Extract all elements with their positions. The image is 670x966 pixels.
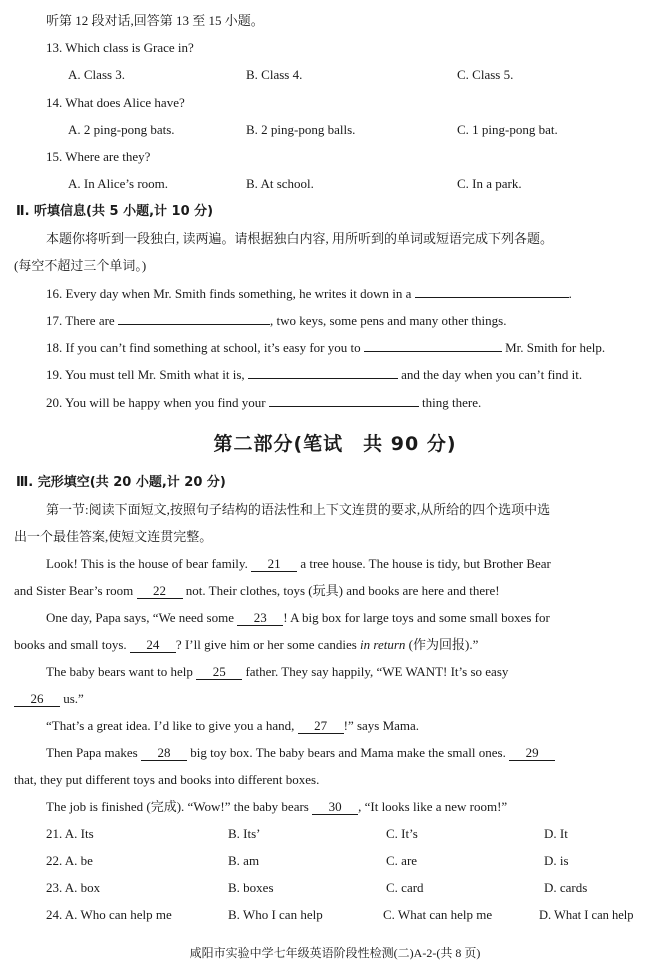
q14-option-c: C. 1 ping-pong bat. [457,122,558,137]
q14-option-a: A. 2 ping-pong bats. [68,122,175,137]
q22-option-a: 22. A. be [46,853,93,868]
passage-line-6 [14,690,84,708]
passage-line-9: that, they put different toys and books into different boxes. [14,772,320,787]
passage-text: , “It looks like a new room!” [358,799,508,814]
question-16 [46,284,572,303]
q20-answer-line[interactable] [269,393,419,407]
part-2-title: 第二部分(笔试 共 90 分) [213,433,457,455]
q21-option-b: B. Its’ [228,826,261,841]
q19-text: 19. You must tell Mr. Smith what it is, [46,367,245,382]
q20-text-end: thing there. [422,395,482,410]
question-20 [46,393,481,412]
passage-line-5 [46,663,508,681]
passage-italic-phrase: in return [360,637,406,652]
passage-text: !” says Mama. [343,718,420,733]
passage-text: ! A big box for large toys and some small boxes for [283,610,550,625]
q18-answer-line[interactable] [364,338,502,352]
question-17 [46,311,506,330]
q16-text: 16. Every day when Mr. Smith finds something, he writes it down in a [46,286,412,301]
question-13: 13. Which class is Grace in? [46,40,194,55]
blank-26[interactable]: 26 [14,691,60,707]
q13-option-b: B. Class 4. [246,67,303,82]
passage-text: The job is finished (完成). “Wow!” the baby bears [46,799,309,814]
q22-option-c: C. are [386,853,418,868]
question-19 [46,365,582,384]
q24-option-c: C. What can help me [383,907,493,922]
section-2-instructions: 本题你将听到一段独白, 读两遍。请根据独白内容, 用所听到的单词或短语完成下列各题。 [46,231,554,246]
q14-option-b: B. 2 ping-pong balls. [246,122,356,137]
passage-text: books and small toys. [14,637,127,652]
passage-text: One day, Papa says, “We need some [46,610,234,625]
q17-answer-line[interactable] [118,311,270,325]
listening-intro: 听第 12 段对话,回答第 13 至 15 小题。 [46,13,264,28]
q19-text-end: and the day when you can’t find it. [401,367,583,382]
q21-option-c: C. It’s [386,826,418,841]
passage-text: us.” [63,691,84,706]
section-3-heading: Ⅲ. 完形填空(共 20 小题,计 20 分) [16,475,226,490]
q18-text: 18. If you can’t find something at school, it’s easy for you to [46,340,361,355]
blank-30[interactable]: 30 [312,799,358,815]
passage-line-3 [46,609,550,627]
passage-text: father. They say happily, “WE WANT! It’s so easy [245,664,509,679]
q24-option-b: B. Who I can help [228,907,323,922]
passage-line-1 [46,555,551,573]
q20-text: 20. You will be happy when you find your [46,395,266,410]
passage-text: (作为回报).” [408,637,479,652]
q15-option-b: B. At school. [246,176,314,191]
passage-text: Then Papa makes [46,745,138,760]
q24-option-d: D. What I can help [539,908,634,922]
section-3-instructions: 第一节:阅读下面短文,按照句子结构的语法性和上下文连贯的要求,从所给的四个选项中选 [46,502,551,517]
passage-text: Look! This is the house of bear family. [46,556,248,571]
blank-29[interactable]: 29 [509,745,555,761]
q22-option-d: D. is [544,853,569,868]
passage-text: big toy box. The baby bears and Mama make the small ones. [190,745,506,760]
blank-24[interactable]: 24 [130,637,176,653]
passage-text: ? I’ll give him or her some candies [175,637,357,652]
q16-answer-line[interactable] [415,284,569,298]
q17-text-end: , two keys, some pens and many other things. [269,313,507,328]
passage-text: The baby bears want to help [46,664,193,679]
blank-25[interactable]: 25 [196,664,242,680]
passage-line-10 [46,798,507,816]
section-3-instructions-end: 出一个最佳答案,使短文连贯完整。 [14,529,213,544]
passage-text: not. Their clothes, toys (玩具) and books are here and there! [185,583,500,598]
passage-line-7 [46,717,419,735]
q16-period: . [568,286,572,301]
blank-28[interactable]: 28 [141,745,187,761]
q21-option-a: 21. A. Its [46,826,94,841]
q23-option-a: 23. A. box [46,880,101,895]
q24-option-a: 24. A. Who can help me [46,907,172,922]
q13-option-c: C. Class 5. [457,67,514,82]
q22-option-b: B. am [228,853,260,868]
q18-text-end: Mr. Smith for help. [505,340,606,355]
passage-line-8 [46,744,555,762]
section-2-instructions-note: (每空不超过三个单词。) [14,258,147,273]
blank-27[interactable]: 27 [298,718,344,734]
passage-line-2 [14,582,500,600]
q23-option-c: C. card [386,880,424,895]
blank-21[interactable]: 21 [251,556,297,572]
blank-22[interactable]: 22 [137,583,183,599]
section-2-heading: Ⅱ. 听填信息(共 5 小题,计 10 分) [16,204,214,219]
q19-answer-line[interactable] [248,365,398,379]
passage-line-4 [14,636,478,654]
q17-text: 17. There are [46,313,115,328]
blank-23[interactable]: 23 [237,610,283,626]
q13-option-a: A. Class 3. [68,67,126,82]
q23-option-b: B. boxes [228,880,274,895]
passage-text: a tree house. The house is tidy, but Brother Bear [300,556,551,571]
q15-option-c: C. In a park. [457,176,522,191]
page-footer: 咸阳市实验中学七年级英语阶段性检测(二)A-2-(共 8 页) [189,946,481,960]
question-14: 14. What does Alice have? [46,95,185,110]
passage-text: and Sister Bear’s room [14,583,134,598]
q23-option-d: D. cards [544,880,588,895]
passage-text: “That’s a great idea. I’d like to give you a hand, [46,718,295,733]
question-15: 15. Where are they? [46,149,151,164]
q15-option-a: A. In Alice’s room. [68,176,169,191]
q21-option-d: D. It [544,826,568,841]
question-18 [46,338,605,357]
